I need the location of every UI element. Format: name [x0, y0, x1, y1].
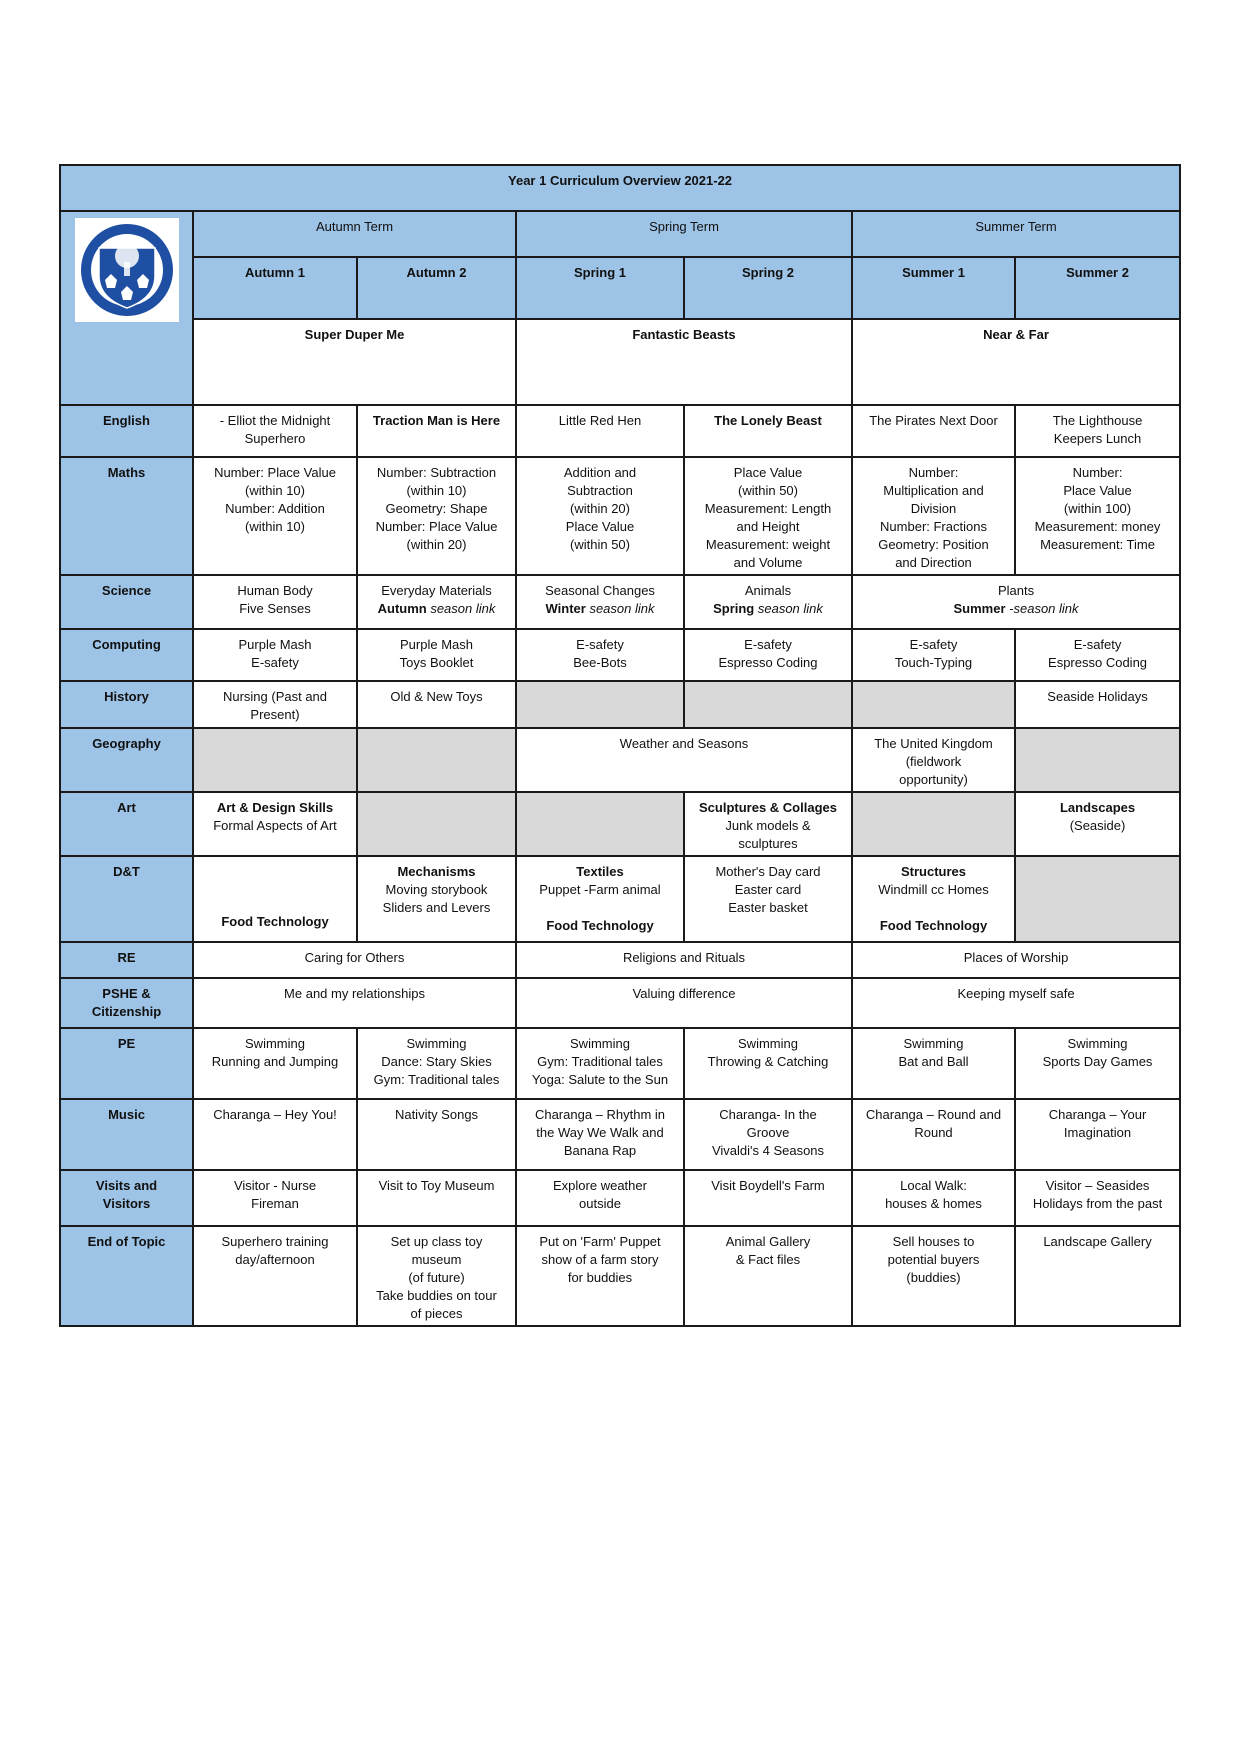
dt-autumn-2	[357, 856, 516, 942]
history-spring-1-empty	[516, 681, 684, 728]
dt-autumn-1-heading: Food Technology	[221, 914, 329, 929]
pe-summer-2	[1015, 1028, 1180, 1099]
cell-line: E-safety	[744, 637, 792, 652]
logo-cell	[60, 211, 193, 405]
dt-spring-2	[684, 856, 852, 942]
theme-summer: Near & Far	[852, 319, 1180, 405]
cell-line: Nursing (Past and	[222, 689, 328, 704]
dt-spring-1	[516, 856, 684, 942]
cell-line: and Height	[736, 519, 800, 534]
dt-summer-1-detail: Windmill cc Homes	[878, 882, 989, 897]
dt-autumn-1	[193, 856, 357, 942]
cell-line: Moving storybook	[385, 882, 488, 897]
re-autumn: Caring for Others	[193, 942, 516, 978]
subject-science: Science	[60, 575, 193, 629]
subject-art: Art	[60, 792, 193, 856]
subject-english: English	[60, 405, 193, 457]
english-summer-1: The Pirates Next Door	[852, 405, 1015, 457]
cell-line: Local Walk:	[900, 1178, 967, 1193]
cell-line: Dance: Stary Skies	[381, 1054, 492, 1069]
cell-line: E-safety	[576, 637, 624, 652]
cell-line: Sports Day Games	[1042, 1054, 1153, 1069]
cell-line: Visitor - Nurse	[233, 1178, 317, 1193]
cell-line: for buddies	[567, 1270, 633, 1285]
cell-line: Human Body	[237, 583, 313, 598]
history-spring-2-empty	[684, 681, 852, 728]
half-term-summer-1: Summer 1	[852, 257, 1015, 319]
end-topic-spring-1	[516, 1226, 684, 1326]
science-autumn-2-link: Autumn season link	[377, 601, 496, 616]
cell-line: (within 50)	[570, 537, 630, 552]
visits-summer-2	[1015, 1170, 1180, 1226]
subject-history: History	[60, 681, 193, 728]
half-term-spring-2: Spring 2	[684, 257, 852, 319]
cell-line: Animal Gallery	[725, 1234, 811, 1249]
science-spring-2-link: Spring season link	[713, 601, 823, 616]
cell-line: Swimming	[406, 1036, 467, 1051]
school-crest-logo	[75, 218, 179, 322]
art-summer-1-empty	[852, 792, 1015, 856]
term-autumn: Autumn Term	[193, 211, 516, 257]
cell-line: Measurement: weight	[705, 537, 831, 552]
subject-end-of-topic: End of Topic	[60, 1226, 193, 1326]
pe-spring-1	[516, 1028, 684, 1099]
cell-line: Groove	[746, 1125, 790, 1140]
re-spring: Religions and Rituals	[516, 942, 852, 978]
cell-line: Toys Booklet	[399, 655, 474, 670]
computing-autumn-2	[357, 629, 516, 681]
cell-line: Sliders and Levers	[382, 900, 491, 915]
maths-autumn-1	[193, 457, 357, 575]
cell-line: Junk models &	[725, 818, 811, 833]
cell-line: Measurement: Time	[1040, 537, 1155, 552]
cell-line: Banana Rap	[563, 1143, 637, 1158]
cell-line: Number: Addition	[225, 501, 325, 516]
subject-music: Music	[60, 1099, 193, 1170]
cell-line: Multiplication and	[883, 483, 984, 498]
english-summer-2	[1015, 405, 1180, 457]
cell-line: Gym: Traditional tales	[373, 1072, 500, 1087]
science-autumn-2	[357, 575, 516, 629]
cell-line: Put on 'Farm' Puppet	[539, 1234, 661, 1249]
cell-line: The United Kingdom	[874, 736, 993, 751]
cell-line: Division	[910, 501, 957, 516]
dt-summer-1	[852, 856, 1015, 942]
cell-line: Swimming	[245, 1036, 305, 1051]
cell-line: (within 20)	[406, 537, 467, 552]
cell-line: Place Value	[565, 519, 635, 534]
cell-line: Purple Mash	[400, 637, 473, 652]
maths-spring-1	[516, 457, 684, 575]
history-summer-1-empty	[852, 681, 1015, 728]
science-summer-topic: Plants	[997, 583, 1035, 598]
cell-line: Addition and	[563, 465, 637, 480]
visits-autumn-1	[193, 1170, 357, 1226]
theme-spring: Fantastic Beasts	[516, 319, 852, 405]
english-autumn-2: Traction Man is Here	[357, 405, 516, 457]
subject-computing: Computing	[60, 629, 193, 681]
cell-line: Sell houses to	[892, 1234, 975, 1249]
cell-line: Number:	[1072, 465, 1123, 480]
subject-pe: PE	[60, 1028, 193, 1099]
cell-line: & Fact files	[735, 1252, 801, 1267]
art-autumn-1	[193, 792, 357, 856]
cell-line: (within 10)	[245, 519, 305, 534]
art-spring-1-empty	[516, 792, 684, 856]
art-autumn-1-detail: Formal Aspects of Art	[213, 818, 337, 833]
music-summer-2	[1015, 1099, 1180, 1170]
art-autumn-2-empty	[357, 792, 516, 856]
music-spring-2	[684, 1099, 852, 1170]
visits-summer-1	[852, 1170, 1015, 1226]
art-spring-2-detail	[689, 817, 847, 853]
cell-line: Place Value	[1063, 483, 1132, 498]
subject-pshe: PSHE & Citizenship	[60, 978, 193, 1028]
cell-line: - Elliot the Midnight	[219, 413, 331, 428]
cell-line: Geometry: Shape	[385, 501, 488, 516]
term-summer: Summer Term	[852, 211, 1180, 257]
art-spring-2-heading: Sculptures & Collages	[699, 800, 837, 815]
subject-re: RE	[60, 942, 193, 978]
cell-line: Mother's Day card	[715, 864, 821, 879]
geography-autumn-1-empty	[193, 728, 357, 792]
pshe-spring: Valuing difference	[516, 978, 852, 1028]
cell-line: opportunity)	[899, 772, 968, 787]
cell-line: Touch-Typing	[894, 655, 973, 670]
dt-autumn-2-heading: Mechanisms	[397, 864, 476, 879]
end-topic-summer-1	[852, 1226, 1015, 1326]
cell-line: outside	[579, 1196, 621, 1211]
cell-line: Take buddies on tour	[376, 1288, 497, 1303]
subject-geography: Geography	[60, 728, 193, 792]
cell-line: (within 10)	[245, 483, 305, 498]
cell-line: The Lighthouse	[1052, 413, 1143, 428]
dt-summer-1-heading-2: Food Technology	[879, 918, 988, 933]
cell-line: Five Senses	[239, 601, 311, 616]
cell-line: Round	[914, 1125, 953, 1140]
cell-line: (fieldwork	[905, 754, 962, 769]
science-spring-2	[684, 575, 852, 629]
cell-line: E-safety	[251, 655, 299, 670]
cell-line: (within 20)	[570, 501, 630, 516]
maths-autumn-2	[357, 457, 516, 575]
cell-line: Espresso Coding	[718, 655, 818, 670]
english-spring-2: The Lonely Beast	[684, 405, 852, 457]
dt-spring-1-heading-2: Food Technology	[546, 918, 654, 933]
cell-line: Bee-Bots	[573, 655, 627, 670]
cell-line: and Direction	[895, 555, 972, 570]
cell-line: Easter basket	[728, 900, 808, 915]
visits-spring-2: Visit Boydell's Farm	[684, 1170, 852, 1226]
cell-line: museum	[411, 1252, 462, 1267]
english-spring-1: Little Red Hen	[516, 405, 684, 457]
computing-autumn-1	[193, 629, 357, 681]
cell-line: Measurement: Length	[704, 501, 832, 516]
cell-line: Charanga- In the	[719, 1107, 817, 1122]
end-topic-spring-2	[684, 1226, 852, 1326]
cell-line: Swimming	[738, 1036, 798, 1051]
art-summer-2-detail: (Seaside)	[1069, 818, 1126, 833]
geography-summer-2-empty	[1015, 728, 1180, 792]
english-autumn-1	[193, 405, 357, 457]
cell-line: Superhero	[244, 431, 306, 446]
music-autumn-1: Charanga – Hey You!	[193, 1099, 357, 1170]
dt-spring-1-detail: Puppet -Farm animal	[539, 882, 661, 897]
cell-line: sculptures	[738, 836, 798, 851]
science-spring-1-topic: Seasonal Changes	[545, 583, 655, 598]
science-autumn-1	[193, 575, 357, 629]
science-spring-2-topic: Animals	[744, 583, 792, 598]
term-spring: Spring Term	[516, 211, 852, 257]
science-autumn-2-topic: Everyday Materials	[381, 583, 492, 598]
cell-line: Number: Fractions	[880, 519, 987, 534]
geography-autumn-2-empty	[357, 728, 516, 792]
visits-spring-1	[516, 1170, 684, 1226]
cell-line: Visitor – Seasides	[1045, 1178, 1150, 1193]
cell-line: Explore weather	[553, 1178, 647, 1193]
half-term-autumn-2: Autumn 2	[357, 257, 516, 319]
cell-line: (of future)	[408, 1270, 465, 1285]
pe-autumn-1	[193, 1028, 357, 1099]
cell-line: Espresso Coding	[1048, 655, 1148, 670]
art-spring-2	[684, 792, 852, 856]
computing-summer-1	[852, 629, 1015, 681]
cell-line: Swimming	[903, 1036, 964, 1051]
maths-spring-2	[684, 457, 852, 575]
history-autumn-2: Old & New Toys	[357, 681, 516, 728]
cell-line: E-safety	[1073, 637, 1122, 652]
cell-line: Gym: Traditional tales	[537, 1054, 663, 1069]
cell-line: potential buyers	[887, 1252, 980, 1267]
end-topic-summer-2: Landscape Gallery	[1015, 1226, 1180, 1326]
cell-line: Number:	[908, 465, 959, 480]
history-autumn-1	[193, 681, 357, 728]
art-summer-2	[1015, 792, 1180, 856]
cell-line: Yoga: Salute to the Sun	[531, 1072, 669, 1087]
page-title: Year 1 Curriculum Overview 2021-22	[60, 165, 1180, 211]
art-autumn-1-heading: Art & Design Skills	[216, 800, 334, 815]
cell-line: Number: Place Value	[214, 465, 336, 480]
cell-line: Holidays from the past	[1032, 1196, 1163, 1211]
science-summer	[852, 575, 1180, 629]
end-topic-autumn-2	[357, 1226, 516, 1326]
half-term-autumn-1: Autumn 1	[193, 257, 357, 319]
science-spring-1-link: Winter season link	[545, 601, 655, 616]
music-spring-1	[516, 1099, 684, 1170]
cell-line: Number: Place Value	[375, 519, 498, 534]
theme-autumn: Super Duper Me	[193, 319, 516, 405]
half-term-spring-1: Spring 1	[516, 257, 684, 319]
cell-line: Charanga – Rhythm in	[534, 1107, 666, 1122]
subject-visits: Visits and Visitors	[60, 1170, 193, 1226]
dt-summer-1-heading: Structures	[900, 864, 967, 879]
dt-summer-2-empty	[1015, 856, 1180, 942]
re-summer: Places of Worship	[852, 942, 1180, 978]
cell-line: the Way We Walk and	[536, 1125, 664, 1140]
geography-summer-1	[852, 728, 1015, 792]
pshe-autumn: Me and my relationships	[193, 978, 516, 1028]
cell-line: Easter card	[734, 882, 802, 897]
cell-line: (buddies)	[906, 1270, 961, 1285]
cell-line: day/afternoon	[235, 1252, 315, 1267]
subject-dt: D&T	[60, 856, 193, 942]
pe-summer-1	[852, 1028, 1015, 1099]
cell-line: Bat and Ball	[898, 1054, 969, 1069]
science-spring-1	[516, 575, 684, 629]
cell-line: Purple Mash	[238, 637, 312, 652]
cell-line: Vivaldi's 4 Seasons	[711, 1143, 825, 1158]
cell-line: (within 100)	[1063, 501, 1132, 516]
cell-line: houses & homes	[885, 1196, 982, 1211]
cell-line: (within 50)	[738, 483, 798, 498]
cell-line: Geometry: Position	[878, 537, 989, 552]
cell-line: Keepers Lunch	[1053, 431, 1142, 446]
curriculum-table	[59, 164, 1181, 1327]
computing-spring-2	[684, 629, 852, 681]
science-summer-link: Summer -season link	[953, 601, 1079, 616]
cell-line: Running and Jumping	[211, 1054, 339, 1069]
cell-line: Throwing & Catching	[707, 1054, 829, 1069]
cell-line: Superhero training	[221, 1234, 329, 1249]
cell-line: show of a farm story	[541, 1252, 659, 1267]
geography-spring: Weather and Seasons	[516, 728, 852, 792]
dt-autumn-2-detail	[362, 881, 511, 917]
cell-line: Swimming	[1067, 1036, 1128, 1051]
cell-line: Number: Subtraction	[376, 465, 497, 480]
cell-line: Swimming	[570, 1036, 630, 1051]
art-summer-2-heading: Landscapes	[1059, 800, 1136, 815]
cell-line: of pieces	[410, 1306, 463, 1321]
pe-spring-2	[684, 1028, 852, 1099]
subject-maths: Maths	[60, 457, 193, 575]
music-autumn-2: Nativity Songs	[357, 1099, 516, 1170]
maths-summer-1	[852, 457, 1015, 575]
music-summer-1	[852, 1099, 1015, 1170]
cell-line: E-safety	[909, 637, 958, 652]
pshe-summer: Keeping myself safe	[852, 978, 1180, 1028]
cell-line: (within 10)	[406, 483, 467, 498]
cell-line: Fireman	[251, 1196, 299, 1211]
cell-line: Imagination	[1063, 1125, 1132, 1140]
cell-line: Charanga – Round and	[865, 1107, 1002, 1122]
cell-line: Measurement: money	[1034, 519, 1161, 534]
visits-autumn-2: Visit to Toy Museum	[357, 1170, 516, 1226]
cell-line: Present)	[250, 707, 300, 722]
dt-spring-1-heading: Textiles	[576, 864, 624, 879]
maths-summer-2	[1015, 457, 1180, 575]
cell-line: and Volume	[733, 555, 803, 570]
history-summer-2: Seaside Holidays	[1015, 681, 1180, 728]
pe-autumn-2	[357, 1028, 516, 1099]
half-term-summer-2: Summer 2	[1015, 257, 1180, 319]
cell-line: Subtraction	[567, 483, 633, 498]
computing-spring-1	[516, 629, 684, 681]
end-topic-autumn-1	[193, 1226, 357, 1326]
cell-line: Place Value	[733, 465, 803, 480]
cell-line: Set up class toy	[390, 1234, 483, 1249]
cell-line: Charanga – Your	[1048, 1107, 1147, 1122]
computing-summer-2	[1015, 629, 1180, 681]
